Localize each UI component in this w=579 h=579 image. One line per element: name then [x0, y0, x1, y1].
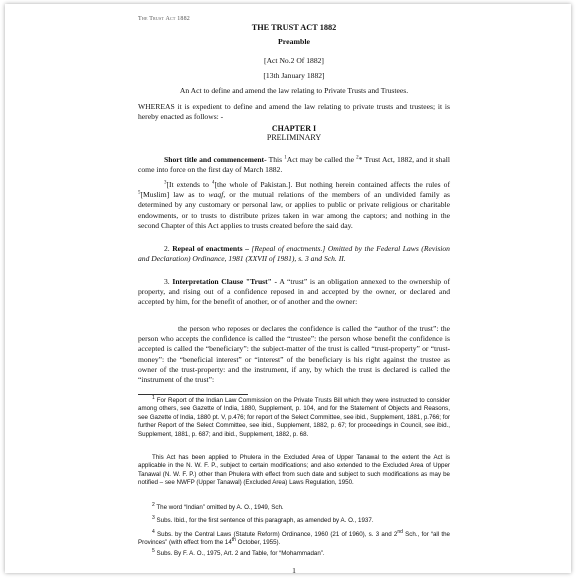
section-1-text: This [266, 155, 285, 164]
running-head: The Trust Act 1882 [138, 16, 190, 22]
section-1-extent-text: [It extends to [166, 180, 212, 189]
ordinal-suffix: nd [397, 528, 403, 535]
footnote-ref[interactable]: 4 [211, 180, 215, 186]
page-number: 1 [292, 566, 296, 575]
footnote-1 [138, 394, 450, 439]
footnote-marker: 1 [152, 394, 155, 401]
whereas-clause: WHEREAS it is expedient to define and amend the law relating to private trusts and trustees; it is hereby enacted as follows: - [138, 102, 450, 122]
section-3-paragraph [138, 277, 450, 308]
section-number: 2. [164, 244, 170, 253]
footnote-ref[interactable]: 5 [138, 190, 141, 196]
section-3-text: A “trust” is an obligation annexed to the ownership of property, and rising out of a confidence reposed in and accepted by the owner, or declared and accepted by him, for the benefit of another, or of another and the owner: [138, 277, 450, 307]
section-2-heading: Repeal of enactments – [172, 244, 249, 253]
footnote-marker: 2 [152, 501, 155, 508]
footnote-ref[interactable]: 1 [284, 155, 287, 161]
footnote-text: October, 1955). [235, 539, 281, 547]
footnote-marker: 5 [152, 547, 155, 554]
chapter-title: PRELIMINARY [266, 133, 322, 142]
document-page [5, 4, 571, 573]
footnote-text: Sch., for “all the Provinces” (with effect from the 14 [138, 531, 450, 547]
act-intro: An Act to define and amend the law relating to Private Trusts and Trustees. [179, 86, 409, 95]
section-3-definitions: the person who reposes or declares the confidence is called the “author of the trust”: the person who accepts the confidence is called the “trustee”: the person whose benefit the confidence is accepted is called the “beneficiary”: the subject-matter of the trust is called “trust-property” or “trust-money”: the “beneficial interest” or “interest” of the beneficiary is his right against the trustee as owner of the trust-property: and the instrument, if any, by which the trust is declared is called the “instrument of the trust”: [138, 324, 450, 385]
section-1-paragraph [138, 155, 450, 175]
section-1-heading: Short title and commencement- [164, 155, 267, 164]
footnote-4 [138, 528, 450, 548]
waqf-term: waqf [208, 190, 224, 200]
footnote-ref[interactable]: 2 [356, 155, 359, 161]
section-number: 3. [164, 277, 170, 286]
section-2-text: [Repeal of enactments.] Omitted by the Federal Laws (Revision and Declaration) Ordinance, 1981 (XXVII of 1981), s. 3 and Sch. II. [138, 244, 450, 264]
footnote-marker: 4 [152, 528, 155, 535]
footnote-text: Subs. Ibid., for the first sentence of this paragraph, as amended by A. O., 1937. [154, 517, 374, 524]
section-3-heading: Interpretation Clause "Trust" - [172, 277, 278, 286]
section-2-paragraph [138, 244, 450, 264]
section-1-text: * Trust Act, 1882, and it shall come into force on the first day of March 1882. [138, 155, 451, 175]
section-1-extent-paragraph [138, 180, 450, 231]
section-1-extent-text: [the whole of Pakistan.]. But nothing herein contained affects the rules of [214, 180, 450, 189]
footnote-text: Subs. by the Central Laws (Statute Reform) Ordinance, 1960 (21 of 1960), s. 3 and 2 [154, 531, 398, 538]
footnote-marker: 3 [152, 514, 155, 521]
footnote-1-continued: This Act has been applied to Phulera in the Excluded Area of Upper Tanawal to the extent the Act is applicable in the N. W. F. P., subject to certain modifications; and also extended to the Excluded Area of Upper Tanawal (N. W. F. P.) other than Phulera with effect from such date and subject to such modifications as may be notified – see NWFP (Upper Tanawal) (Excluded Area) Laws Regulation, 1950. [138, 454, 450, 487]
ordinal-suffix: th [231, 537, 236, 544]
act-title: THE TRUST ACT 1882 [251, 23, 337, 32]
act-number: [Act No.2 Of 1882] [264, 56, 324, 65]
footnote-ref[interactable]: 3 [164, 180, 167, 186]
footnote-3 [138, 514, 450, 525]
section-1-text: Act may be called the [286, 155, 357, 164]
section-1-extent-text: [Muslim] law as to [140, 190, 209, 200]
footnote-5 [138, 547, 450, 558]
act-date: [13th January 1882] [263, 71, 325, 80]
footnote-text: For Report of the Indian Law Commission on the Private Trusts Bill which they were instructed to consider among others, see Gazette of India, 1880, Supplement, p. 104, and for the Statement of Objects and Reasons, see Gazette of India, 1880 pt. V, p.476; for report of the Select Committee, see ibid., Supplement, 1881, p.766; for further Report of the Select Committee, see ibid., Supplement, 1882, p. 67; for proceedings in Council, see ibid., Supplement, 1881, p. 687; and ibid., Supplement, 1882, p. 68. [138, 397, 450, 438]
chapter-heading: CHAPTER I [271, 124, 317, 133]
section-1-extent-text: , or the mutual relations of the members of an undivided family as determined by any customary or personal law, or applies to public or private religious or charitable endowments, or to trusts to distribute prizes taken in war among the captors; and nothing in the second Chapter of this Act applies to trusts created before the said day. [138, 190, 450, 230]
preamble-heading: Preamble [278, 37, 310, 46]
footnote-text: Subs. By F. A. O., 1975, Art. 2 and Table, for “Mohammadan”. [154, 550, 325, 557]
footnote-2 [138, 501, 450, 512]
footnote-text: The word “Indian” omitted by A. O., 1949, Sch. [154, 504, 284, 511]
